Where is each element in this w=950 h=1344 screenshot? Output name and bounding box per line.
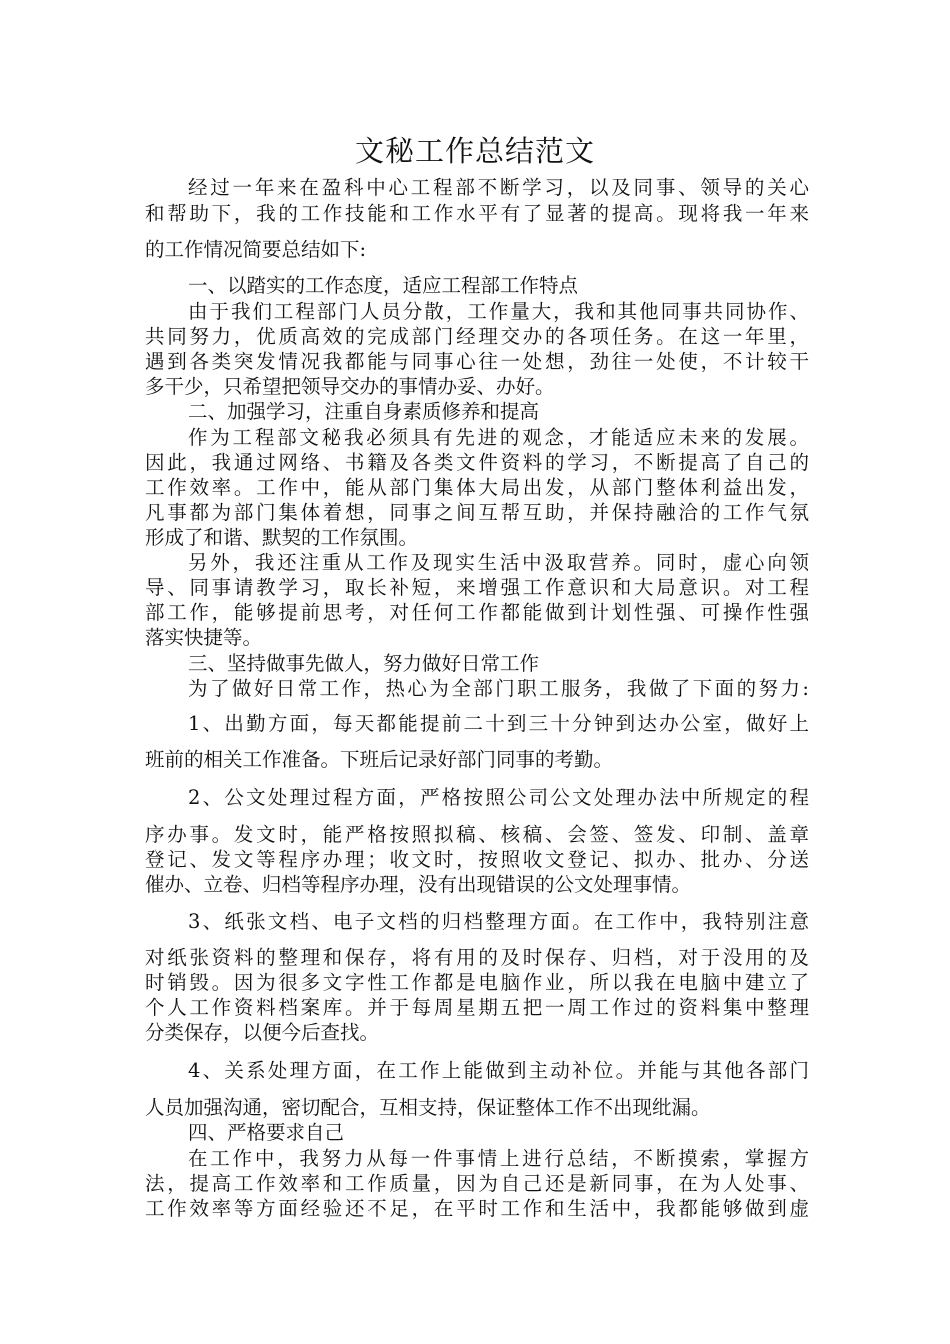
text-line: 序办事。发文时，能严格按照拟稿、核稿、会签、签发、印制、盖章	[145, 823, 809, 846]
text-line: 分类保存，以便今后查找。	[145, 1021, 380, 1044]
text-line: 工作效率等方面经验还不足，在平时工作和生活中，我都能够做到虚	[145, 1197, 809, 1220]
text-line: 凡事都为部门集体着想，同事之间互帮互助，并保持融洽的工作气氛	[145, 501, 809, 524]
text-line: 形成了和谐、默契的工作氛围。	[145, 526, 419, 549]
text-line: 部工作，能够提前思考，对任何工作都能做到计划性强、可操作性强	[145, 601, 809, 624]
text-line: 由于我们工程部门人员分散，工作量大，我和其他同事共同协作、	[188, 300, 809, 323]
text-line: 催办、立卷、归档等程序办理，没有出现错误的公文处理事情。	[145, 873, 692, 896]
text-line: 经过一年来在盈科中心工程部不断学习，以及同事、领导的关心	[188, 176, 809, 199]
text-line: 落实快捷等。	[145, 626, 263, 649]
text-line: 和帮助下，我的工作技能和工作水平有了显著的提高。现将我一年来	[145, 202, 809, 225]
text-line: 时销毁。因为很多文字性工作都是电脑作业，所以我在电脑中建立了	[145, 971, 809, 994]
text-line: 因此，我通过网络、书籍及各类文件资料的学习，不断提高了自己的	[145, 451, 809, 474]
text-line: 个人工作资料档案库。并于每周星期五把一周工作过的资料集中整理	[145, 996, 809, 1019]
text-line: 1、出勤方面，每天都能提前二十到三十分钟到达办公室，做好上	[188, 712, 809, 735]
text-line: 多干少，只希望把领导交办的事情办妥、办好。	[145, 375, 555, 398]
text-line: 4、关系处理方面，在工作上能做到主动补位。并能与其他各部门	[188, 1059, 809, 1082]
text-line: 导、同事请教学习，取长补短，来增强工作意识和大局意识。对工程	[145, 576, 809, 599]
text-line: 一、以踏实的工作态度，适应工程部工作特点	[188, 274, 579, 297]
text-line: 遇到各类突发情况我都能与同事心往一处想，劲往一处使，不计较干	[145, 350, 809, 373]
text-line: 登记、发文等程序办理；收文时，按照收文登记、拟办、批办、分送	[145, 848, 809, 871]
text-line: 为了做好日常工作，热心为全部门职工服务，我做了下面的努力:	[188, 677, 809, 700]
text-line: 班前的相关工作准备。下班后记录好部门同事的考勤。	[145, 748, 614, 771]
text-line: 另外，我还注重从工作及现实生活中汲取营养。同时，虚心向领	[188, 551, 809, 574]
text-line: 三、坚持做事先做人，努力做好日常工作	[188, 652, 540, 675]
text-line: 二、加强学习，注重自身素质修养和提高	[188, 400, 540, 423]
text-line: 工作效率。工作中，能从部门集体大局出发，从部门整体利益出发，	[145, 476, 809, 499]
text-line: 3、纸张文档、电子文档的归档整理方面。在工作中，我特别注意	[188, 910, 809, 933]
text-line: 人员加强沟通，密切配合，互相支持，保证整体工作不出现纰漏。	[145, 1096, 711, 1119]
text-line: 的工作情况简要总结如下:	[145, 238, 367, 261]
text-line: 共同努力，优质高效的完成部门经理交办的各项任务。在这一年里，	[145, 325, 809, 348]
text-line: 2、公文处理过程方面，严格按照公司公文处理办法中所规定的程	[188, 786, 809, 809]
text-line: 对纸张资料的整理和保存，将有用的及时保存、归档，对于没用的及	[145, 946, 809, 969]
text-line: 在工作中，我努力从每一件事情上进行总结，不断摸索，掌握方	[188, 1147, 809, 1170]
text-line: 作为工程部文秘我必须具有先进的观念，才能适应未来的发展。	[188, 426, 809, 449]
document-title: 文秘工作总结范文	[354, 134, 595, 168]
text-line: 四、严格要求自己	[188, 1121, 345, 1144]
text-line: 法，提高工作效率和工作质量，因为自己还是新同事，在为人处事、	[145, 1172, 809, 1195]
